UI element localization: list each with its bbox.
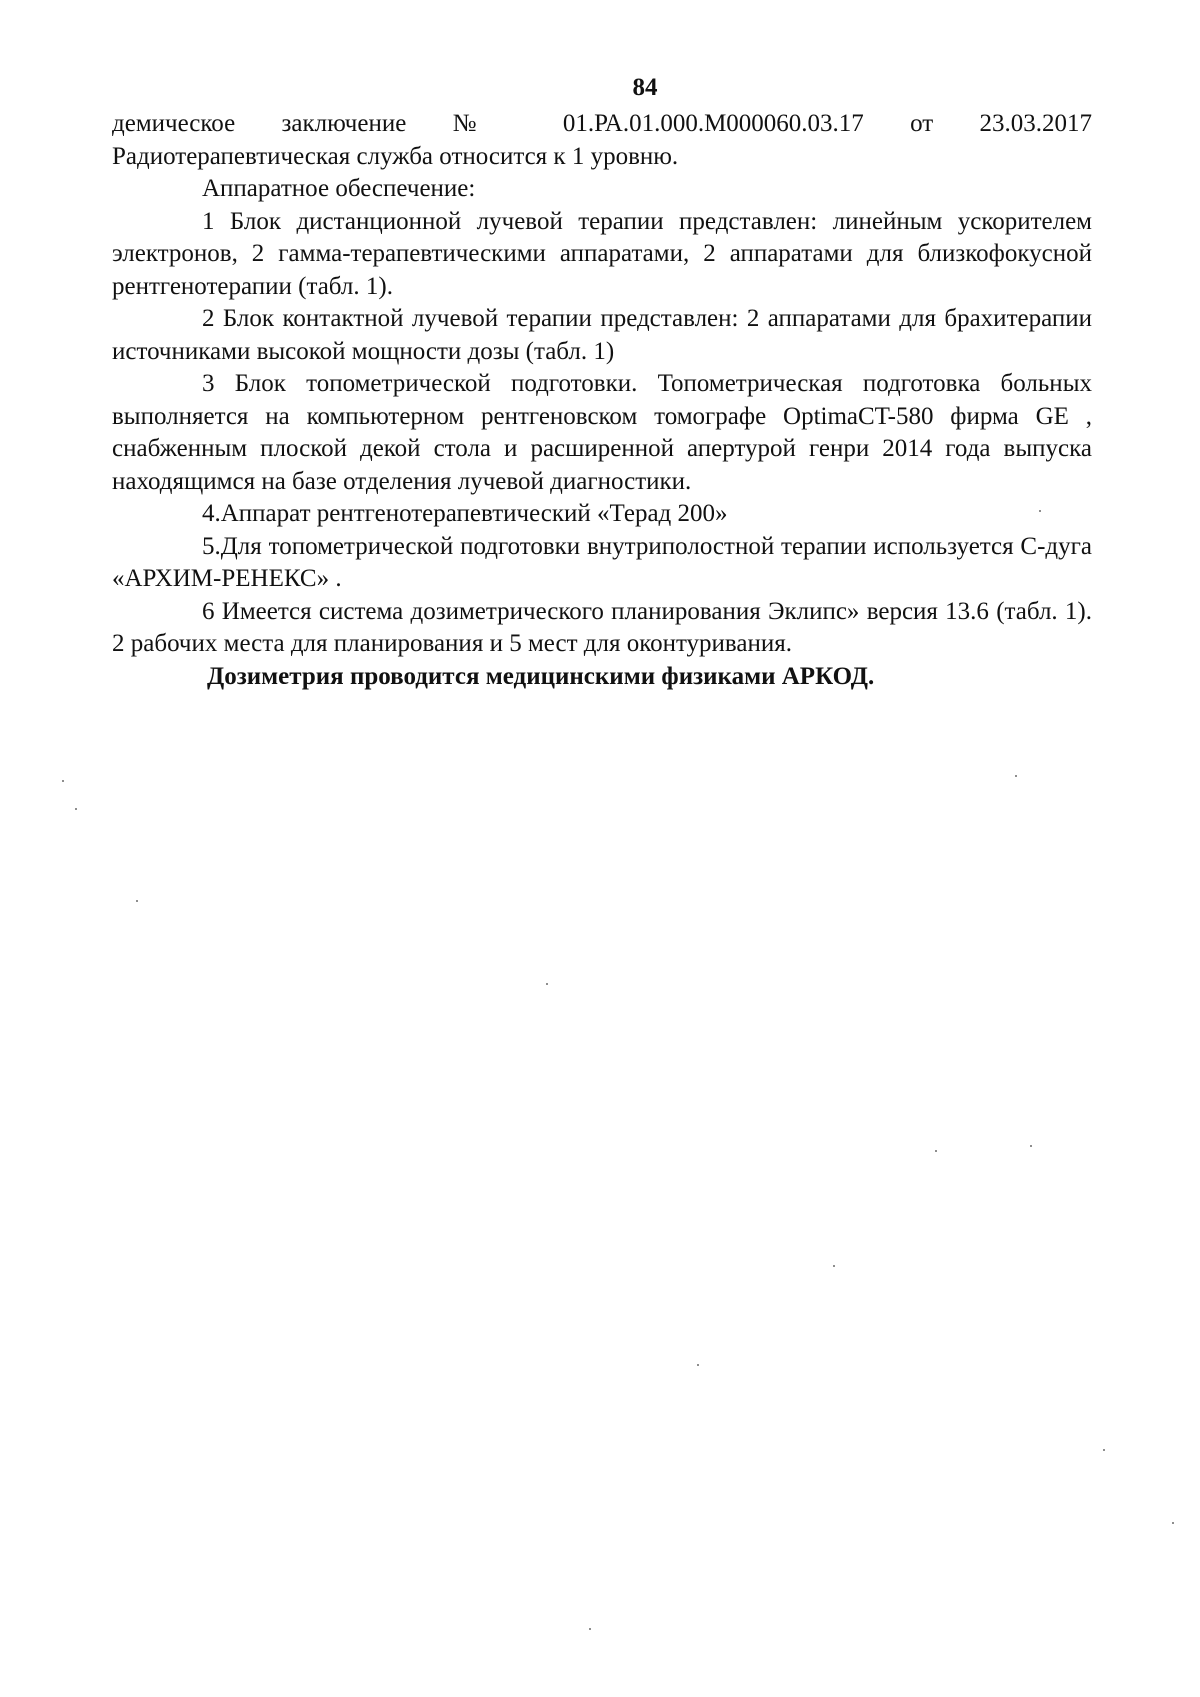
- scan-speck: [697, 1364, 699, 1366]
- scan-speck: [62, 780, 64, 782]
- paragraph-contact-therapy-block: 2 Блок контактной лучевой терапии представлен: 2 аппаратами для брахитерапии источниками высокой мощности дозы (табл. 1): [112, 305, 1092, 365]
- scan-speck: [833, 1265, 835, 1267]
- paragraph-conclusion: демическое заключение № 01.РА.01.000.М000060.03.17 от 23.03.2017 Радиотерапевтическая служба относится к 1 уровню.: [112, 110, 1092, 170]
- scan-speck: [1030, 1145, 1032, 1147]
- paragraph-c-arm: 5.Для топометрической подготовки внутриполостной терапии используется С-дуга «АРХИМ-РЕНЕКС» .: [112, 532, 1092, 592]
- page-number: 84: [632, 74, 658, 101]
- paragraph-topometry-block: 3 Блок топометрической подготовки. Топометрическая подготовка больных выполняется на компьютерном рентгеновском томографе OptimaCT-580 фирма GE , снабженным плоской декой стола и расширенной апертурой генри 2014 года выпуска находящимся на базе отделения лучевой диагностики.: [112, 370, 1092, 495]
- scan-speck: [1103, 1449, 1105, 1451]
- scan-speck: [589, 1628, 591, 1630]
- scan-speck: [1039, 510, 1041, 512]
- scan-speck: [1015, 775, 1017, 777]
- scan-speck: [75, 808, 77, 810]
- scan-speck: [136, 900, 138, 902]
- paragraph-equipment-heading: Аппаратное обеспечение:: [202, 175, 476, 202]
- paragraph-remote-therapy-block: 1 Блок дистанционной лучевой терапии представлен: линейным ускорителем электронов, 2 гамма-терапевтическими аппаратами, 2 аппаратами для близкофокусной рентгенотерапии (табл. 1).: [112, 207, 1092, 300]
- paragraph-xray-apparatus: 4.Аппарат рентгенотерапевтический «Терад 200»: [202, 500, 728, 527]
- scan-speck: [1172, 1522, 1174, 1524]
- scan-speck: [935, 1150, 937, 1152]
- paragraph-dosimetry: Дозиметрия проводится медицинскими физиками АРКОД.: [207, 662, 875, 690]
- scan-speck: [546, 983, 548, 985]
- paragraph-planning-system: 6 Имеется система дозиметрического планирования Эклипс» версия 13.6 (табл. 1). 2 рабочих места для планирования и 5 мест для оконтуривания.: [112, 597, 1092, 657]
- document-body: [112, 108, 1092, 693]
